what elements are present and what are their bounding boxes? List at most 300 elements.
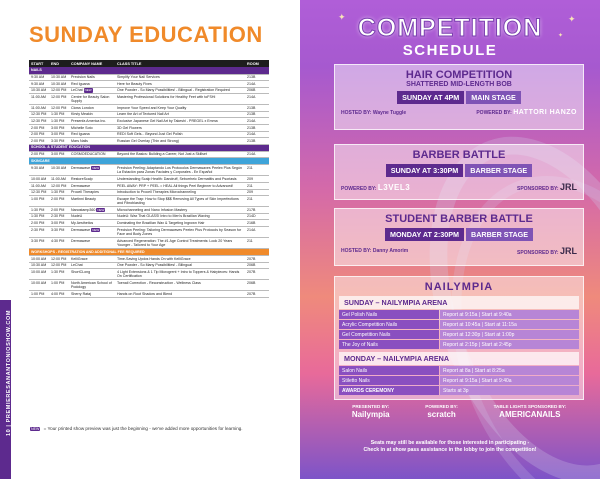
cell-company — [69, 105, 115, 112]
cell-text: 217B — [247, 207, 256, 212]
table-row — [29, 165, 269, 176]
barber-where: BARBER STAGE — [465, 164, 532, 177]
nailympia-event-row — [339, 340, 579, 349]
cell-title — [115, 111, 245, 118]
cell-text: 4:00 PM — [51, 291, 65, 296]
cell-end — [49, 207, 69, 214]
cell-company — [69, 74, 115, 81]
table-row — [29, 183, 269, 190]
competition-title: COMPETITION — [357, 14, 543, 42]
cell-text: Sherry Rataj — [71, 291, 91, 296]
event-time: Report at 2:15p | Start at 2:45p — [440, 340, 579, 349]
cell-room — [245, 105, 269, 112]
cell-text: LeChat — [71, 263, 83, 268]
cell-room — [245, 176, 269, 183]
cell-text: Dermawave — [71, 227, 91, 232]
cell-company — [69, 238, 115, 249]
table-row — [29, 94, 269, 105]
section-label: SKINCARE — [29, 158, 269, 165]
cell-text: REDI Soft Gels... Beyond Just Gel Polish — [117, 132, 183, 137]
cell-text: 214A — [247, 119, 256, 124]
presenter-block — [352, 404, 390, 419]
cell-text: 3D Gel Flowers — [117, 125, 142, 130]
cell-text: 10:00 AM — [31, 177, 47, 182]
cell-text: NudeU — [71, 214, 83, 219]
cell-company — [69, 262, 115, 269]
hair-competition-card — [334, 64, 584, 130]
event-name: AWARDS CEREMONY — [339, 386, 439, 395]
cell-start — [29, 176, 49, 183]
cell-text: 213B — [247, 125, 256, 130]
cell-text: NudeU: Wax That Gl-ASS! Intro to Men's Brazilian Waxing — [117, 214, 210, 219]
new-badge: NEW — [84, 88, 92, 93]
cell-title — [115, 213, 245, 220]
cell-text: 207B — [247, 269, 256, 274]
cell-text: 11:00 AM — [31, 183, 46, 188]
cell-text: 2:00 PM — [31, 152, 45, 157]
cell-text: Kirsty Meakin — [71, 112, 93, 117]
cell-text: Clows London — [71, 105, 94, 110]
cell-text: Dermawave — [71, 183, 91, 188]
cell-room — [245, 125, 269, 132]
cell-text: 12:00 PM — [51, 88, 67, 93]
cell-text: 213B — [247, 105, 256, 110]
cell-title — [115, 196, 245, 207]
cell-room — [245, 207, 269, 214]
cell-text: Escape the Trap: How to Stop $$$ Removing All Types of Skin Imperfections and Fibroblasting — [117, 196, 239, 206]
cell-text: Beyond the Basics: Building a Career, Not Just a Skillset — [117, 152, 207, 157]
cell-company — [69, 183, 115, 190]
cell-end — [49, 165, 69, 176]
cell-start — [29, 291, 49, 298]
cell-start — [29, 118, 49, 125]
cell-text: 211 — [247, 238, 253, 243]
table-row — [29, 151, 269, 158]
hair-powered-label: POWERED BY: — [476, 110, 512, 116]
cell-start — [29, 256, 49, 263]
sparkle-icon: ✦ — [558, 33, 564, 39]
barber-title: BARBER BATTLE — [412, 149, 506, 161]
cell-text: My Aesthetics — [71, 221, 94, 225]
cell-text: Simplify Your Nail Services — [117, 75, 160, 80]
cell-end — [49, 138, 69, 145]
cell-start — [29, 262, 49, 269]
cell-text: 1:30 PM — [31, 207, 45, 212]
cell-title — [115, 74, 245, 81]
cell-end — [49, 151, 69, 158]
cell-start — [29, 87, 49, 94]
student-sponsored — [517, 246, 577, 256]
cell-end — [49, 94, 69, 105]
barber-when: SUNDAY AT 3:30PM — [386, 164, 464, 177]
cell-title — [115, 165, 245, 176]
cell-text: 11:00 AM — [51, 177, 66, 182]
jrl-logo: JRL — [559, 246, 577, 256]
table-row — [29, 262, 269, 269]
cell-text: LeChat — [71, 88, 83, 93]
cell-text: 1:00 PM — [31, 291, 45, 296]
cell-start — [29, 81, 49, 88]
cell-start — [29, 227, 49, 238]
cell-text: 10:00 AM — [31, 269, 47, 274]
cell-text: Dermawave — [71, 166, 91, 171]
cell-room — [245, 111, 269, 118]
cell-end — [49, 227, 69, 238]
cell-text: Dominating the Brazilian Wax & Targeting Ingrown Hair — [117, 221, 205, 225]
cell-text: RestoreScalp — [71, 177, 93, 182]
cell-text: 1:30 PM — [51, 112, 65, 117]
cell-end — [49, 220, 69, 227]
table-row — [29, 213, 269, 220]
cell-text: 3:30 PM — [31, 238, 45, 243]
event-name: Gel Polish Nails — [339, 310, 439, 319]
cell-text: Centre for Beauty Salon Supply — [71, 94, 110, 104]
event-time: Report at 12:30p | Start at 1:00p — [440, 330, 579, 339]
cell-text: Nanostamp360 — [71, 207, 96, 212]
cell-end — [49, 196, 69, 207]
cell-text: 214A — [247, 227, 256, 232]
cell-text: 4 Light Extensions & 1 Tip Microgrent + Intro to Toppers & Hairpieces: Hands On Certification — [117, 269, 240, 279]
cell-text: KelliGrace — [71, 256, 88, 261]
sunday-events — [335, 310, 583, 349]
nailympia-card — [334, 276, 584, 400]
cell-end — [49, 176, 69, 183]
cell-room — [245, 269, 269, 280]
cell-text: Microchanneling and Nano Infusion Mastery — [117, 207, 188, 212]
cell-text: 12:00 PM — [51, 183, 67, 188]
barber-powered — [341, 183, 410, 192]
cell-text: Learn the Art of Textured Nail Art — [117, 112, 169, 117]
cell-start — [29, 220, 49, 227]
cell-end — [49, 118, 69, 125]
cell-company — [69, 131, 115, 138]
cell-text: Understanding Scalp Health: Dandruff, Seborrheic Dermatitis and Psoriasis — [117, 177, 237, 182]
hair-sponsor-row — [335, 109, 583, 116]
event-time: Starts at 3p — [440, 386, 579, 395]
nailympia-event-row — [339, 386, 579, 395]
event-name: Salon Nails — [339, 366, 439, 375]
cell-company — [69, 227, 115, 238]
hair-host: HOSTED BY: Wayne Tuggle — [341, 109, 407, 116]
student-where: BARBER STAGE — [466, 228, 533, 241]
cell-text: 12:30 PM — [31, 119, 47, 124]
cell-end — [49, 183, 69, 190]
table-row — [29, 118, 269, 125]
cell-room — [245, 87, 269, 94]
column-header: COMPANY NAME — [69, 60, 115, 67]
new-badge: NEW — [31, 427, 40, 431]
cell-text: 2:30 PM — [51, 214, 65, 219]
cell-start — [29, 183, 49, 190]
cell-text: 10:30 AM — [51, 166, 67, 171]
cell-start — [29, 269, 49, 280]
column-header: ROOM — [245, 60, 269, 67]
cell-title — [115, 183, 245, 190]
sparkle-icon: ✦ — [338, 12, 346, 22]
bottom-note-line1: Seats may still be available for those interested in participating - — [370, 440, 530, 446]
cell-text: Mars Nails — [71, 138, 88, 143]
presenter-logo: scratch — [427, 410, 456, 419]
hair-title: HAIR COMPETITION — [405, 69, 513, 81]
cell-text: 12:00 PM — [51, 105, 67, 110]
cell-company — [69, 213, 115, 220]
student-when: MONDAY AT 2:30PM — [385, 228, 464, 241]
cell-text: Michelle Soto — [71, 125, 93, 130]
cell-end — [49, 125, 69, 132]
event-name: Acrylic Competition Nails — [339, 320, 439, 329]
cell-title — [115, 269, 245, 280]
cell-text: Here for Beauty Fixes — [117, 81, 152, 86]
footnote-text: = Your printed show preview was just the beginning - we've added more opportunities for learning. — [42, 426, 243, 431]
cell-company — [69, 176, 115, 183]
cell-company — [69, 94, 115, 105]
section-row — [29, 67, 269, 74]
cell-title — [115, 94, 245, 105]
cell-title — [115, 256, 245, 263]
cell-text: 12:00 PM — [51, 256, 67, 261]
cell-text: 9:30 AM — [31, 81, 45, 86]
cell-text: 2:00 PM — [31, 125, 45, 130]
cell-start — [29, 196, 49, 207]
cell-end — [49, 238, 69, 249]
cell-start — [29, 165, 49, 176]
cell-room — [245, 81, 269, 88]
cell-text: 12:30 PM — [31, 112, 47, 117]
cell-text: Mastering Professional Solutions for Healthy Feet with toFSHi — [117, 94, 216, 99]
cell-text: 9:30 AM — [31, 166, 45, 171]
cell-text: Red Iguana — [71, 81, 90, 86]
cell-text: 2:00 PM — [31, 221, 45, 225]
event-time: Report at 8a | Start at 8:25a — [440, 366, 579, 375]
cell-room — [245, 238, 269, 249]
cell-start — [29, 280, 49, 291]
cell-room — [245, 213, 269, 220]
barber-when-row — [335, 164, 583, 177]
cell-start — [29, 238, 49, 249]
cell-text: Improve Your Speed and Keep Your Quality — [117, 105, 187, 110]
cell-text: 1:30 PM — [51, 119, 65, 124]
cell-title — [115, 118, 245, 125]
cell-room — [245, 291, 269, 298]
student-sponsor-label: SPONSORED BY: — [517, 250, 559, 256]
hair-where: MAIN STAGE — [466, 91, 521, 104]
cell-end — [49, 213, 69, 220]
monday-events — [335, 366, 583, 395]
table-row — [29, 196, 269, 207]
footnote — [29, 426, 243, 431]
table-row — [29, 87, 269, 94]
cell-company — [69, 280, 115, 291]
cell-title — [115, 291, 245, 298]
cell-start — [29, 94, 49, 105]
cell-start — [29, 151, 49, 158]
cell-text: 2:00 PM — [51, 207, 65, 212]
cell-title — [115, 189, 245, 196]
cell-room — [245, 196, 269, 207]
event-time: Report at 9:15a | Start at 9:40a — [440, 376, 579, 385]
table-row — [29, 256, 269, 263]
cell-title — [115, 131, 245, 138]
table-row — [29, 81, 269, 88]
cell-title — [115, 238, 245, 249]
cell-text: 10:00 AM — [31, 280, 47, 285]
sparkle-icon: ✦ — [568, 14, 576, 24]
cell-text: 211 — [247, 166, 253, 171]
nailympia-event-row — [339, 320, 579, 329]
cell-text: 12:00 PM — [51, 94, 67, 99]
cell-room — [245, 183, 269, 190]
nailympia-event-row — [339, 310, 579, 319]
cell-end — [49, 280, 69, 291]
level3-logo: L3VEL3 — [377, 182, 411, 192]
event-time: Report at 9:15a | Start at 9:40a — [440, 310, 579, 319]
cell-title — [115, 227, 245, 238]
cell-start — [29, 131, 49, 138]
cell-end — [49, 291, 69, 298]
cell-start — [29, 74, 49, 81]
nailympia-event-row — [339, 376, 579, 385]
section-label: SCHOOL & STUDENT EDUCATION — [29, 144, 269, 151]
nailympia-event-row — [339, 330, 579, 339]
cell-company — [69, 269, 115, 280]
cell-text: Precision Nails — [71, 75, 95, 80]
cell-start — [29, 213, 49, 220]
cell-text: Precision Peeling: Adaptando Los Protocolos Dermawaves Peelex Plus Según La Estación para Zonas Faciales y Corporales - En Español — [117, 166, 243, 175]
cell-text: Russian Gel Overlay (Thin and Strong) — [117, 138, 179, 143]
cell-text: 213B — [247, 112, 256, 117]
barber-powered-label: POWERED BY: — [341, 185, 377, 192]
section-label: WORKSHOPS - REGISTRATION AND ADDITIONAL FEE REQUIRED — [29, 249, 269, 256]
cell-start — [29, 111, 49, 118]
cell-end — [49, 111, 69, 118]
section-row — [29, 158, 269, 165]
table-row — [29, 176, 269, 183]
hair-when-row — [335, 91, 583, 104]
cell-text: 2:00 PM — [51, 196, 65, 201]
cell-end — [49, 189, 69, 196]
cell-start — [29, 207, 49, 214]
column-header: CLASS TITLE — [115, 60, 245, 67]
cell-company — [69, 125, 115, 132]
new-badge: NEW — [92, 227, 100, 232]
cell-text: 9:30 AM — [31, 75, 45, 80]
cell-company — [69, 118, 115, 125]
sunday-arena-header: SUNDAY – NAILYMPIA ARENA — [339, 296, 579, 309]
table-row — [29, 189, 269, 196]
cell-room — [245, 151, 269, 158]
cell-text: Presenfa America Inc. — [71, 119, 107, 124]
cell-text: 3:00 PM — [51, 125, 65, 130]
cell-text: Toenail Correction - Reconstruction - Wellness Class — [117, 280, 201, 285]
event-name: Gel Competition Nails — [339, 330, 439, 339]
cell-company — [69, 111, 115, 118]
cell-company — [69, 189, 115, 196]
cell-text: 2:00 PM — [31, 138, 45, 143]
section-row — [29, 249, 269, 256]
cell-text: 4:30 PM — [51, 238, 65, 243]
cell-text: 214A — [247, 152, 256, 157]
cell-text: 10:30 AM — [51, 81, 67, 86]
table-body — [29, 67, 269, 297]
cell-text: 3:00 PM — [51, 132, 65, 137]
cell-room — [245, 262, 269, 269]
cell-end — [49, 131, 69, 138]
table-row — [29, 105, 269, 112]
table-row — [29, 291, 269, 298]
cell-end — [49, 87, 69, 94]
table-row — [29, 111, 269, 118]
cell-text: Exclusive Japanese Gel Nail Art by Takeshi - PREGEL x Emma — [117, 119, 218, 124]
cell-text: 3:30 PM — [51, 138, 65, 143]
cell-title — [115, 138, 245, 145]
cell-company — [69, 256, 115, 263]
cell-start — [29, 189, 49, 196]
cell-end — [49, 269, 69, 280]
table-row — [29, 138, 269, 145]
cell-company — [69, 81, 115, 88]
barber-sponsor-row — [335, 182, 583, 192]
cell-title — [115, 176, 245, 183]
hair-subtitle: SHATTERED MID-LENGTH BOB — [406, 81, 512, 88]
nailympia-title: NAILYMPIA — [424, 281, 494, 293]
bottom-note-line2: Check in at show pass assistance in the lobby to join the competition! — [363, 447, 537, 453]
cell-text: 214A — [247, 132, 256, 137]
table-row — [29, 227, 269, 238]
cell-company — [69, 87, 115, 94]
cell-text: 1:30 PM — [51, 190, 65, 195]
cell-text: Hands on Root Shadow and Blend — [117, 291, 173, 296]
presenter-label: POWERED BY: — [425, 404, 458, 409]
student-when-row — [335, 228, 583, 241]
section-label: NAILS — [29, 67, 269, 74]
table-row — [29, 125, 269, 132]
cell-room — [245, 74, 269, 81]
student-barber-card — [334, 208, 584, 266]
cell-company — [69, 165, 115, 176]
hattori-hanzo-logo: HATTORI HANZO — [513, 109, 577, 116]
cell-company — [69, 151, 115, 158]
cell-text: 211 — [247, 183, 253, 188]
cell-text: 206B — [247, 280, 256, 285]
cell-start — [29, 138, 49, 145]
cell-text: 2:00 PM — [31, 132, 45, 137]
cell-text: 216B — [247, 221, 256, 225]
cell-end — [49, 262, 69, 269]
cell-room — [245, 256, 269, 263]
new-badge: NEW — [92, 166, 100, 171]
cell-room — [245, 165, 269, 176]
student-title: STUDENT BARBER BATTLE — [385, 213, 533, 225]
cell-text: 3:00 PM — [51, 221, 65, 225]
table-row — [29, 207, 269, 214]
cell-text: 207B — [247, 291, 256, 296]
cell-title — [115, 151, 245, 158]
table-row — [29, 74, 269, 81]
cell-text: 10:30 AM — [51, 75, 67, 80]
cell-text: 213B — [247, 138, 256, 143]
student-sponsor-row — [335, 246, 583, 256]
cell-text: 3:00 PM — [51, 152, 65, 157]
cell-room — [245, 220, 269, 227]
cell-text: 11:00 AM — [31, 94, 46, 99]
cell-room — [245, 227, 269, 238]
competition-schedule-page — [300, 0, 600, 479]
page-title — [29, 22, 263, 48]
cell-text: 1:00 PM — [51, 280, 65, 285]
cell-text: 12:30 PM — [31, 190, 47, 195]
cell-end — [49, 74, 69, 81]
cell-text: 211 — [247, 196, 253, 201]
